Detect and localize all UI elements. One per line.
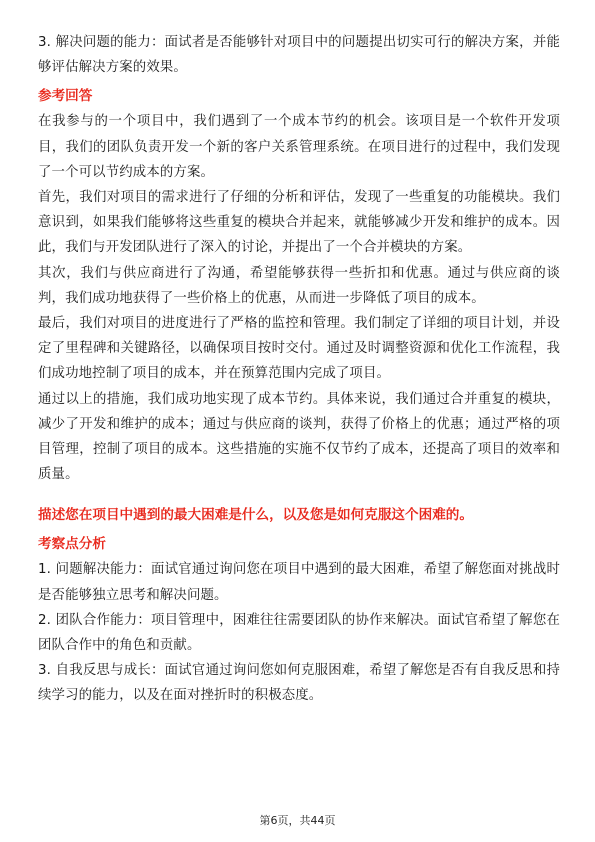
reference-answer-heading: 参考回答 [38, 88, 93, 105]
answer-paragraph-2: 首先，我们对项目的需求进行了仔细的分析和评估，发现了一些重复的功能模块。我们意识到，如果我们能够将这些重复的模块合并起来，就能够减少开发和维护的成本。因此，我们与开发团队进行了深入的讨论，并提出了一个合并模块的方案。 [38, 190, 560, 256]
analysis-heading: 考察点分析 [38, 536, 106, 553]
page-number: 第6页，共44页 [259, 814, 336, 827]
answer-paragraph-4: 最后，我们对项目的进度进行了严格的监控和管理。我们制定了详细的项目计划，并设定了里程碑和关键路径，以确保项目按时交付。通过及时调整资源和优化工作流程，我们成功地控制了项目的成本，并在预算范围内完成了项目。 [38, 316, 560, 382]
intro-point-3: 3. 解决问题的能力：面试者是否能够针对项目中的问题提出切实可行的解决方案，并能够评估解决方案的效果。 [38, 35, 560, 76]
answer-paragraph-1: 在我参与的一个项目中，我们遇到了一个成本节约的机会。该项目是一个软件开发项目，我们的团队负责开发一个新的客户关系管理系统。在项目进行的过程中，我们发现了一个可以节约成本的方案。 [38, 114, 560, 180]
answer-paragraph-5: 通过以上的措施，我们成功地实现了成本节约。具体来说，我们通过合并重复的模块，减少了开发和维护的成本；通过与供应商的谈判，获得了价格上的优惠；通过严格的项目管理，控制了项目的成本。这些措施的实施不仅节约了成本，还提高了项目的效率和质量。 [38, 391, 560, 483]
analysis-point-2: 2. 团队合作能力：项目管理中，困难往往需要团队的协作来解决。面试官希望了解您在团队合作中的角色和贡献。 [38, 612, 560, 654]
answer-paragraph-3: 其次，我们与供应商进行了沟通，希望能够获得一些折扣和优惠。通过与供应商的谈判，我们成功地获得了一些价格上的优惠，从而进一步降低了项目的成本。 [38, 265, 560, 306]
analysis-point-3: 3. 自我反思与成长：面试官通过询问您如何克服困难，希望了解您是否有自我反思和持续学习的能力，以及在面对挫折时的积极态度。 [38, 663, 560, 704]
question-title: 描述您在项目中遇到的最大困难是什么，以及您是如何克服这个困难的。 [38, 507, 473, 524]
section-spacer [38, 487, 560, 503]
page-content [38, 30, 560, 709]
analysis-point-1: 1. 问题解决能力：面试官通过询问您在项目中遇到的最大困难，希望了解您面对挑战时是否能够独立思考和解决问题。 [38, 562, 560, 603]
